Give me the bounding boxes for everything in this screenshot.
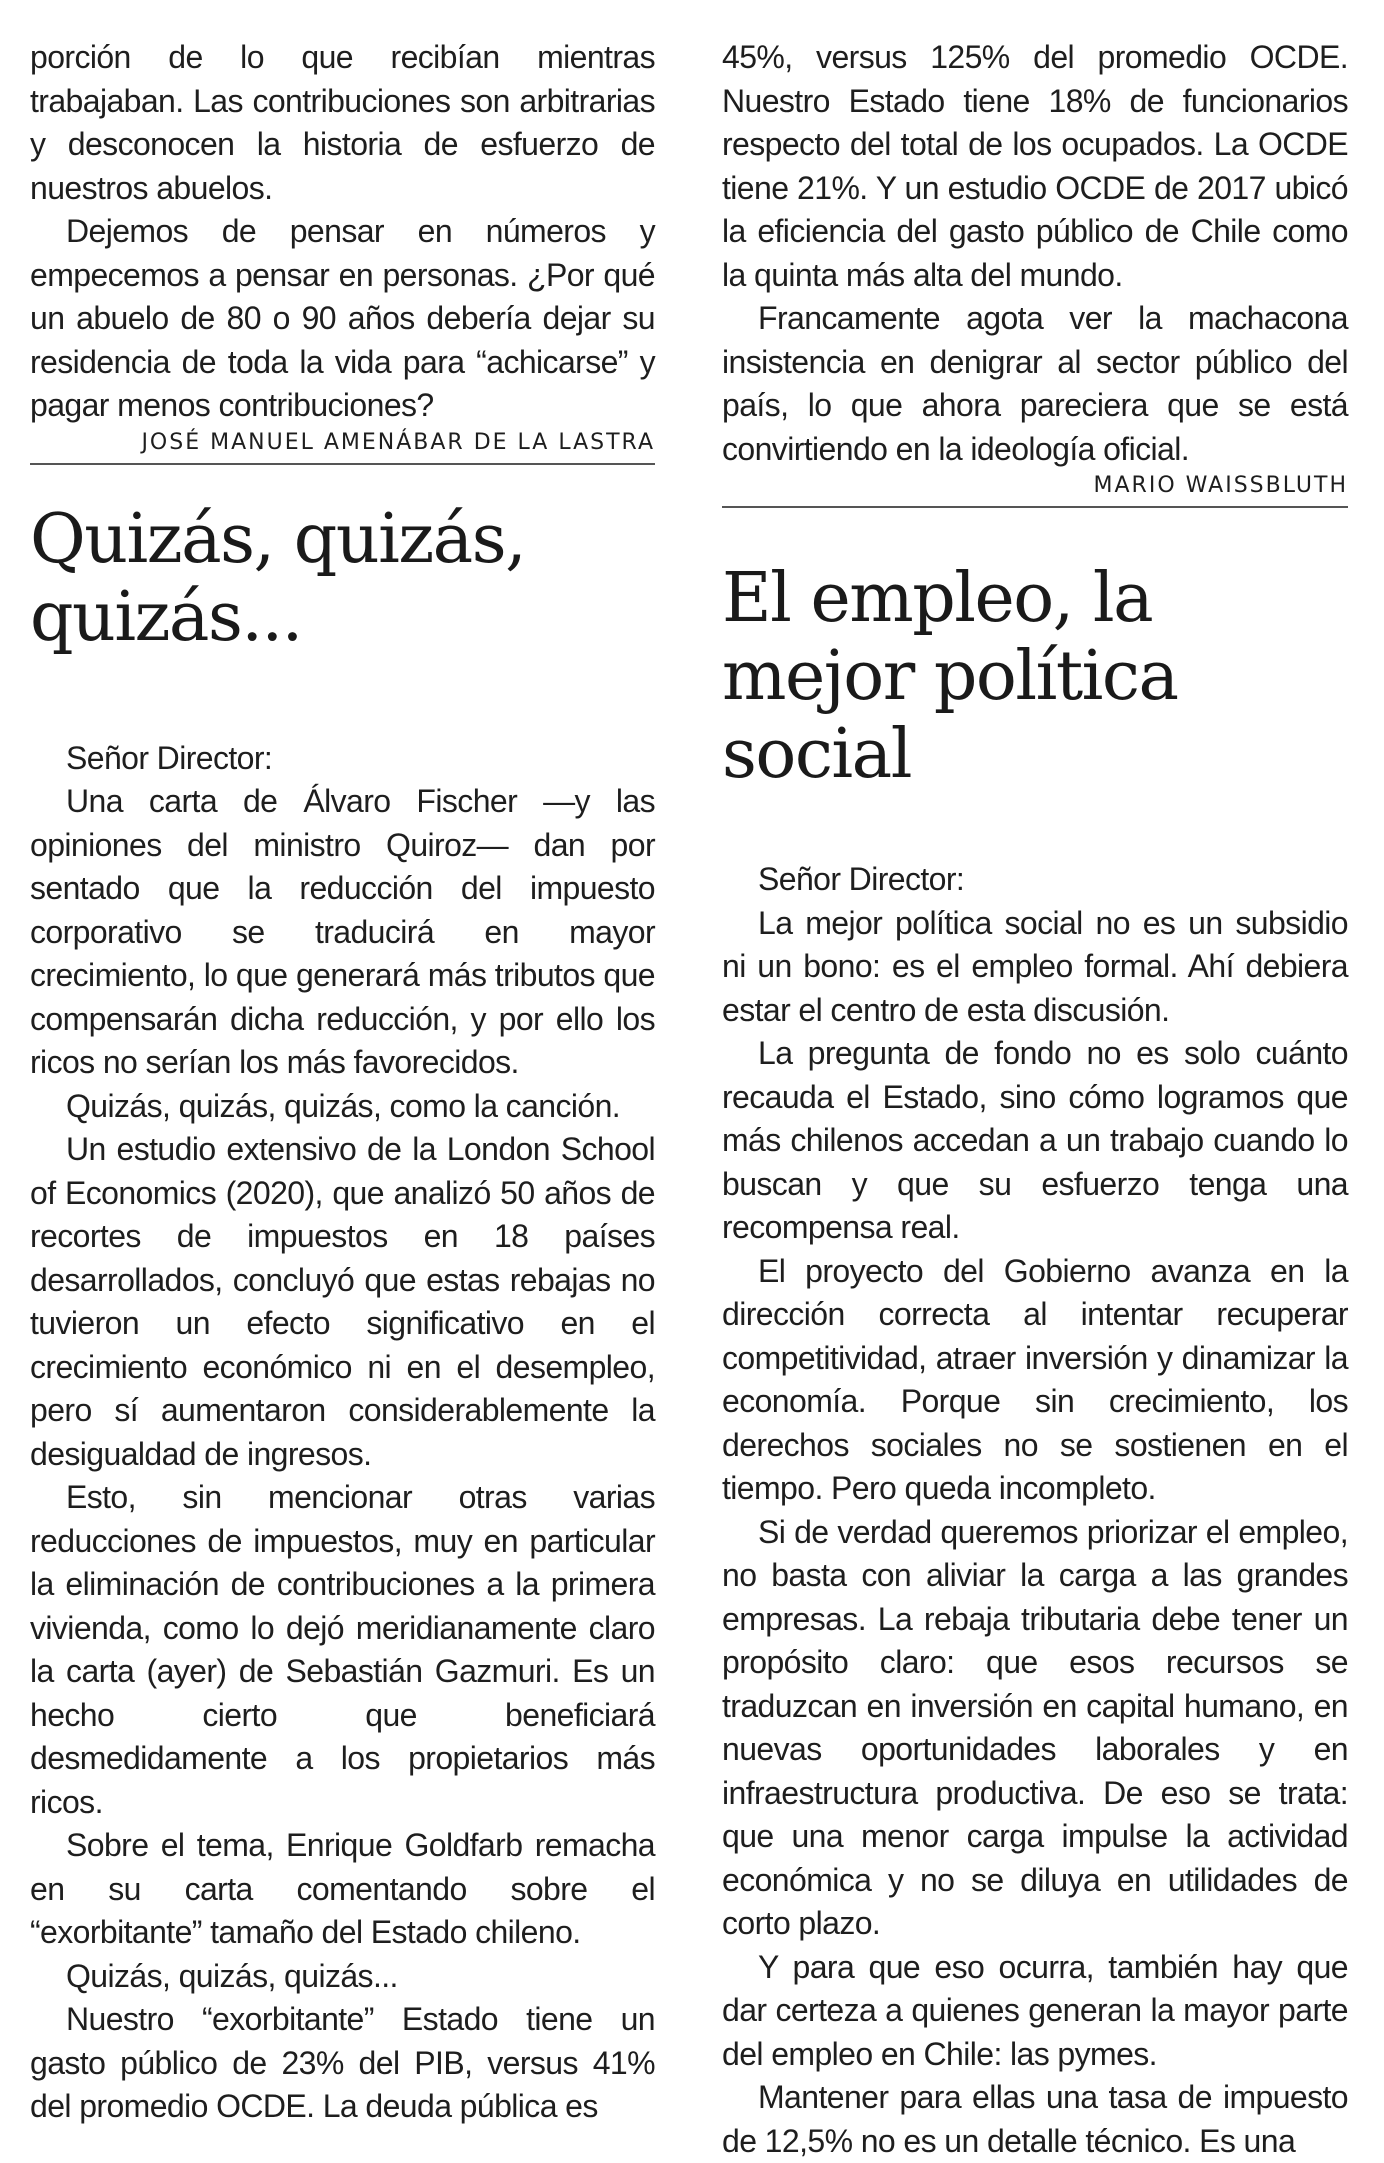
letter-paragraph: Una carta de Álvaro Fischer —y las opiniones del ministro Quiroz— dan por sentado que la reducción del impuesto corporativo se traducirá en mayor crecimiento, lo que generará más tributos que compensarán dicha reducción, y por ello los ricos no serían los más favorecidos. xyxy=(30,783,655,1080)
letter-paragraph: Nuestro “exorbitante” Estado tiene un gasto público de 23% del PIB, versus 41% del promedio OCDE. La deuda pública es xyxy=(30,2001,655,2124)
letter-paragraph: Sobre el tema, Enrique Goldfarb remacha en su carta comentando sobre el “exorbitante” tamaño del Estado chileno. xyxy=(30,1827,655,1950)
letter-paragraph: Un estudio extensivo de la London School of Economics (2020), que analizó 50 años de recortes de impuestos en 18 países desarrollados, concluyó que estas rebajas no tuvieron un efecto significativo en el crecimiento económico ni en el desempleo, pero sí aumentaron considerablemente la desigualdad de ingresos. xyxy=(30,1131,655,1472)
letter-signature: MARIO WAISSBLUTH xyxy=(722,473,1348,508)
letter-paragraph: La mejor política social no es un subsidio ni un bono: es el empleo formal. Ahí debiera estar el centro de esta discusión. xyxy=(722,904,1348,1028)
letter-headline: El empleo, la mejor política social xyxy=(722,559,1178,794)
letter-paragraph: La pregunta de fondo no es solo cuánto recauda el Estado, sino cómo logramos que más chilenos accedan a un trabajo cuando lo buscan y que su esfuerzo tenga una recompensa real. xyxy=(722,1035,1348,1245)
letter-salutation: Señor Director: xyxy=(66,739,273,776)
letter-paragraph: Y para que eso ocurra, también hay que dar certeza a quienes generan la mayor parte del empleo en Chile: las pymes. xyxy=(722,1948,1348,2072)
continued-paragraph: 45%, versus 125% del promedio OCDE. Nuestro Estado tiene 18% de funcionarios respecto del total de los ocupados. La OCDE tiene 21%. Y un estudio OCDE de 2017 ubicó la eficiencia del gasto público de Chile como la quinta más alta del mundo. xyxy=(722,39,1348,293)
letter-headline: Quizás, quizás, quizás... xyxy=(30,499,526,657)
letter-paragraph: Mantener para ellas una tasa de impuesto de 12,5% no es un detalle técnico. Es una xyxy=(722,2079,1348,2159)
right-column xyxy=(722,0,1348,2163)
continued-paragraph: Dejemos de pensar en números y empecemos a pensar en personas. ¿Por qué un abuelo de 80 o 90 años debería dejar su residencia de toda la vida para “achicarse” y pagar menos contribuciones? xyxy=(30,213,655,423)
letter-salutation: Señor Director: xyxy=(758,861,965,897)
left-column xyxy=(30,0,655,2129)
letter-paragraph: Quizás, quizás, quizás, como la canción. xyxy=(66,1087,621,1124)
continued-paragraph: porción de lo que recibían mientras trabajaban. Las contribuciones son arbitrarias y desconocen la historia de esfuerzo de nuestros abuelos. xyxy=(30,39,655,206)
letter-paragraph: Esto, sin mencionar otras varias reducciones de impuestos, muy en particular la eliminación de contribuciones a la primera vivienda, como lo dejó meridianamente claro la carta (ayer) de Sebastián Gazmuri. Es un hecho cierto que beneficiará desmedidamente a los propietarios más ricos. xyxy=(30,1479,655,1820)
letter-signature: JOSÉ MANUEL AMENÁBAR DE LA LASTRA xyxy=(30,430,655,465)
letter-paragraph: Si de verdad queremos priorizar el empleo, no basta con aliviar la carga a las grandes empresas. La rebaja tributaria debe tener un propósito claro: que esos recursos se traduzcan en inversión en capital humano, en nuevas oportunidades laborales y en infraestructura productiva. De eso se trata: que una menor carga impulse la actividad económica y no se diluya en utilidades de corto plazo. xyxy=(722,1513,1348,1941)
continued-paragraph: Francamente agota ver la machacona insistencia en denigrar al sector público del país, lo que ahora pareciera que se está convirtiendo en la ideología oficial. xyxy=(722,300,1348,467)
letter-paragraph: Quizás, quizás, quizás... xyxy=(66,1957,398,1994)
letter-paragraph: El proyecto del Gobierno avanza en la dirección correcta al intentar recuperar competitividad, atraer inversión y dinamizar la economía. Porque sin crecimiento, los derechos sociales no se sostienen en el tiempo. Pero queda incompleto. xyxy=(722,1252,1348,1506)
